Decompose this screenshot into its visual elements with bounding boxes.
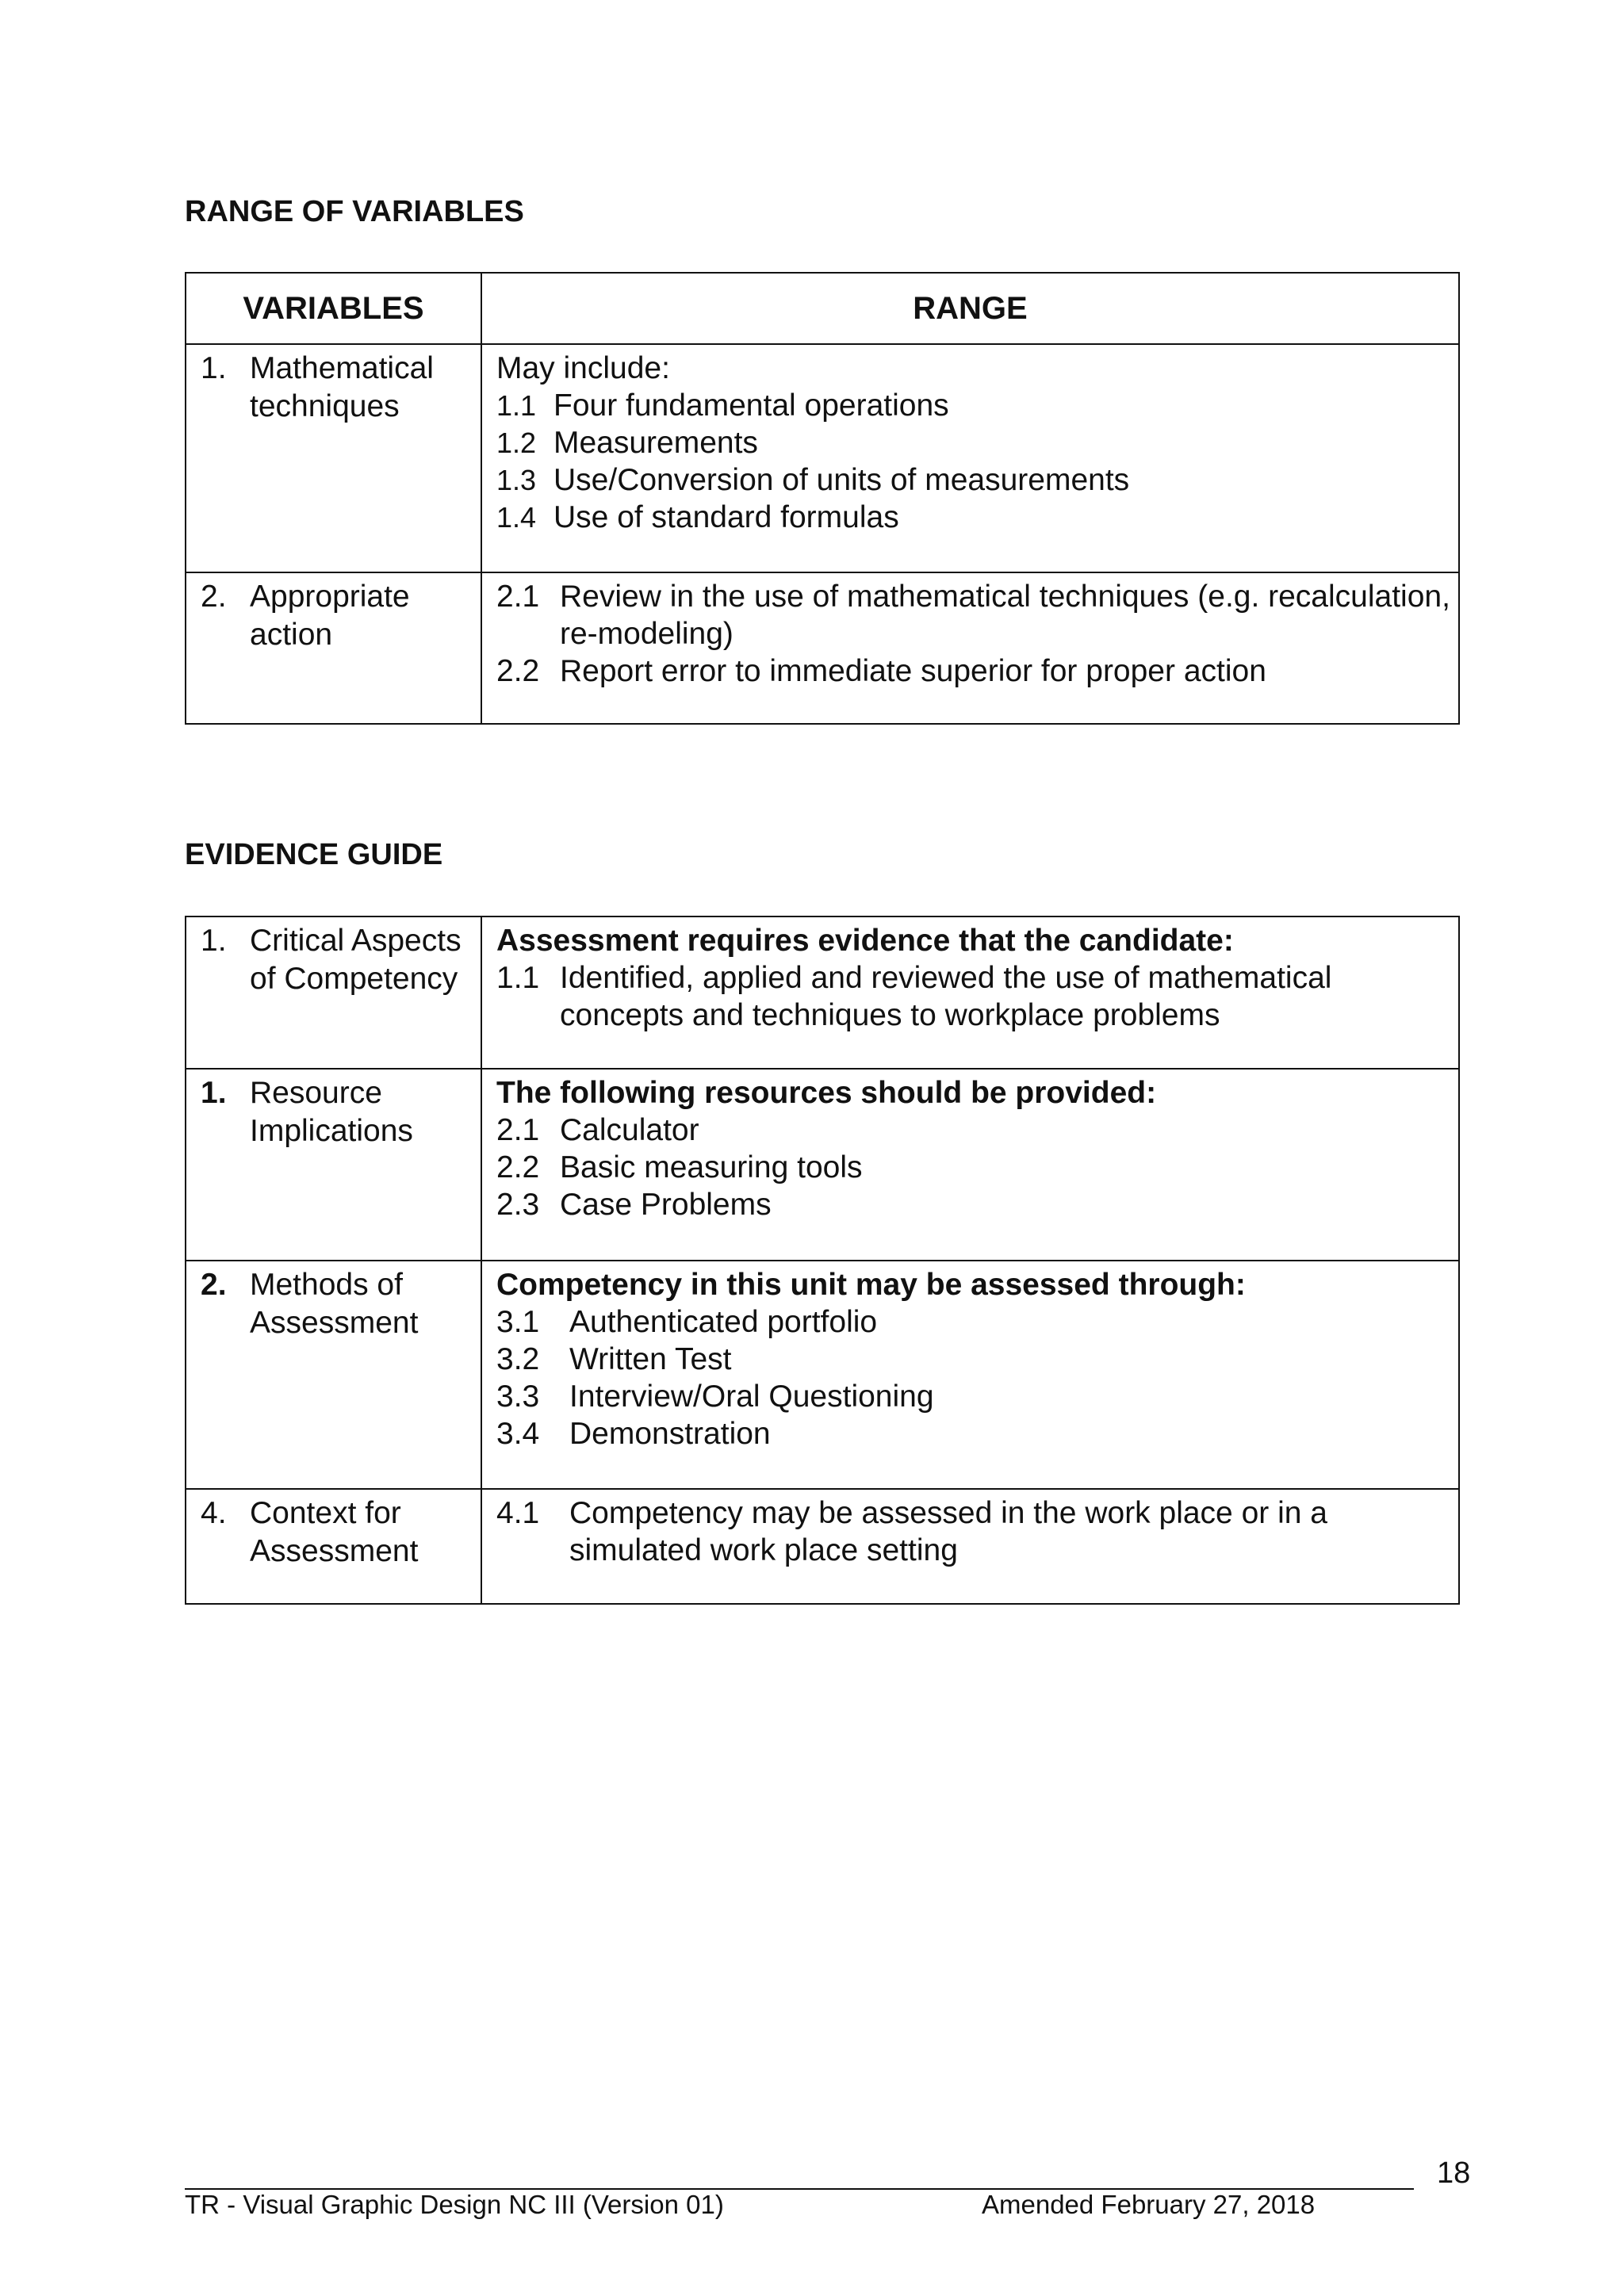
aspect-cell: [186, 1069, 481, 1261]
item-text: Written Test: [569, 1342, 732, 1376]
range-intro: May include:: [496, 351, 670, 385]
list-item: [496, 1378, 1450, 1415]
aspect-name: Context for Assessment: [250, 1496, 419, 1568]
variable-cell: [186, 344, 481, 572]
list-item: [496, 1112, 1450, 1149]
table-row: [186, 1489, 1459, 1604]
list-item: [496, 1341, 1450, 1378]
item-number: 2.1: [496, 1113, 540, 1147]
list-item: [496, 578, 1450, 652]
evidence-guide-table: [185, 916, 1460, 1605]
list-item: [496, 1149, 1450, 1186]
list-item: [496, 1415, 1450, 1452]
item-text: Case Problems: [560, 1188, 772, 1222]
item-text: Four fundamental operations: [553, 388, 949, 423]
table-header-row: [186, 273, 1459, 344]
item-number: 2.3: [496, 1188, 540, 1222]
variable-name: Mathematical techniques: [250, 351, 434, 423]
item-text: Basic measuring tools: [560, 1150, 863, 1184]
item-text: Interview/Oral Questioning: [569, 1380, 934, 1414]
item-text: Authenticated portfolio: [569, 1305, 878, 1339]
item-number: 2.2: [496, 654, 540, 688]
item-text: Competency may be assessed in the work place or in a simulated work place setting: [569, 1496, 1327, 1567]
page-number: 18: [1437, 2156, 1471, 2190]
range-section-title: RANGE OF VARIABLES: [185, 195, 524, 228]
list-item: [496, 1186, 1450, 1223]
list-item: [496, 1303, 1450, 1341]
item-text: Measurements: [553, 426, 758, 460]
variable-number: 1.: [201, 351, 227, 385]
evidence-intro: Competency in this unit may be assessed through:: [496, 1268, 1246, 1302]
aspect-number: 4.: [201, 1496, 227, 1530]
evidence-section-title: EVIDENCE GUIDE: [185, 838, 443, 871]
evidence-cell: [481, 1069, 1459, 1261]
footer-amended-date: Amended February 27, 2018: [982, 2190, 1316, 2219]
header-variables: VARIABLES: [186, 273, 481, 344]
range-of-variables-table: [185, 272, 1460, 725]
item-number: 1.1: [496, 961, 540, 995]
aspect-name: Resource Implications: [250, 1076, 413, 1148]
item-text: Use of standard formulas: [553, 500, 899, 534]
aspect-name: Critical Aspects of Competency: [250, 924, 462, 996]
list-item: [496, 959, 1450, 1034]
list-item: [496, 387, 1450, 424]
evidence-cell: [481, 1261, 1459, 1489]
list-item: [496, 652, 1450, 690]
aspect-number: 1.: [201, 924, 227, 958]
list-item: [496, 461, 1450, 499]
table-row: [186, 1069, 1459, 1261]
item-text: Demonstration: [569, 1417, 771, 1451]
variable-cell: [186, 572, 481, 724]
item-number: 3.4: [496, 1417, 540, 1451]
aspect-number: 2.: [201, 1268, 227, 1302]
item-text: Calculator: [560, 1113, 699, 1147]
header-range: RANGE: [481, 273, 1459, 344]
aspect-cell: [186, 1261, 481, 1489]
item-number: 1.4: [496, 501, 537, 534]
table-row: [186, 572, 1459, 724]
list-item: [496, 1494, 1450, 1569]
evidence-cell: [481, 1489, 1459, 1604]
table-row: [186, 916, 1459, 1069]
aspect-cell: [186, 916, 481, 1069]
item-number: 3.1: [496, 1305, 540, 1339]
item-number: 1.2: [496, 427, 537, 459]
item-text: Report error to immediate superior for proper action: [560, 654, 1266, 688]
item-number: 4.1: [496, 1496, 540, 1530]
range-cell: [481, 572, 1459, 724]
variable-number: 2.: [201, 580, 227, 614]
item-number: 2.2: [496, 1150, 540, 1184]
evidence-cell: [481, 916, 1459, 1069]
item-text: Identified, applied and reviewed the use of mathematical concepts and techniques to workplace problems: [560, 961, 1332, 1032]
aspect-cell: [186, 1489, 481, 1604]
aspect-name: Methods of Assessment: [250, 1268, 419, 1340]
list-item: [496, 499, 1450, 536]
item-text: Review in the use of mathematical techniques (e.g. recalculation, re-modeling): [560, 580, 1450, 651]
aspect-number: 1.: [201, 1076, 227, 1110]
variable-name: Appropriate action: [250, 580, 410, 652]
table-row: [186, 344, 1459, 572]
range-cell: [481, 344, 1459, 572]
item-number: 3.2: [496, 1342, 540, 1376]
footer-document-title: TR - Visual Graphic Design NC III (Version 01): [185, 2190, 724, 2219]
table-row: [186, 1261, 1459, 1489]
item-number: 1.3: [496, 464, 537, 496]
list-item: [496, 424, 1450, 461]
item-number: 3.3: [496, 1380, 540, 1414]
evidence-intro: Assessment requires evidence that the candidate:: [496, 924, 1234, 958]
evidence-intro: The following resources should be provided:: [496, 1076, 1157, 1110]
item-number: 1.1: [496, 389, 537, 422]
item-text: Use/Conversion of units of measurements: [553, 463, 1130, 497]
item-number: 2.1: [496, 580, 540, 614]
